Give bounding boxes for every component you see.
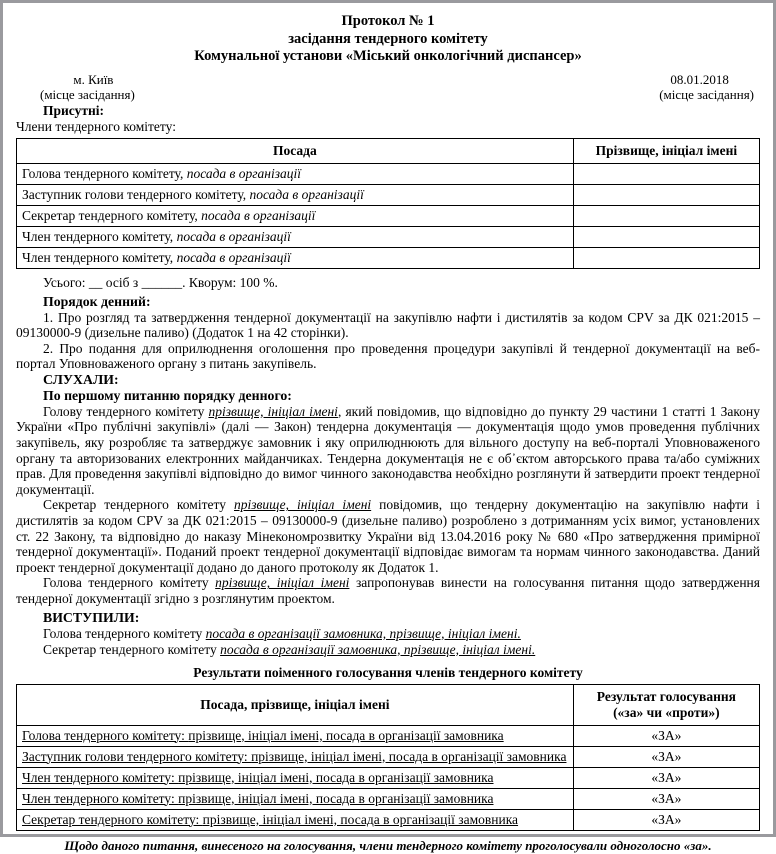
voting-role: Секретар тендерного комітету: xyxy=(22,811,203,827)
voting-col-result-line1: Результат голосування xyxy=(596,688,736,704)
attendance-cell-name[interactable] xyxy=(573,184,759,205)
attendance-placeholder: посада в організації xyxy=(186,165,302,181)
meta-date-block xyxy=(659,72,760,103)
voting-placeholder: прізвище, ініціал імені, посада в організації замовника xyxy=(202,811,519,827)
meta-date: 08.01.2018 xyxy=(670,71,729,87)
agenda-item-2: 2. Про подання для оприлюднення оголошення про проведення процедури закупівлі й тендерної документації на веб-портал Уповноваженого органу з питань закупівель. xyxy=(16,340,760,372)
agenda-heading: Порядок денний: xyxy=(43,293,151,309)
table-row xyxy=(17,809,760,830)
meta-date-caption: (місце засідання) xyxy=(659,87,754,102)
heard-paragraph-3 xyxy=(16,575,760,606)
voting-role: Член тендерного комітету: xyxy=(22,769,179,785)
voting-cell-name xyxy=(17,725,574,746)
table-row xyxy=(17,163,760,184)
attendance-placeholder: посада в організації xyxy=(201,207,316,223)
attendance-cell-position xyxy=(17,184,574,205)
meta-place-caption: (місце засідання) xyxy=(40,87,135,102)
attendance-cell-name[interactable] xyxy=(573,163,759,184)
heard-p1-suffix: , який повідомив, що відповідно до пункту 29 частини 1 статті 1 Закону України «Про публічні закупівлі» (далі — Закон) тендерна документація — документація щодо умов проведення публічних закупівель, яку розробляє та затверджує замовник і яку оприлюднюють для вільного доступу на веб-порталі Уповноваженого органу та авторизованих електронних майданчиках. Тендерна документація не є об᾽єктом авторського права та/або суміжних прав. Для проведення закупівлі відповідно до вимог чинного законодавства необхідно розглянути й затвердити проект тендерної документації. xyxy=(16,403,760,497)
table-row xyxy=(17,746,760,767)
heard-p3-placeholder: прізвище, ініціал імені xyxy=(215,575,350,591)
voting-table-header-row xyxy=(17,684,760,725)
attendance-cell-name[interactable] xyxy=(573,226,759,247)
voting-placeholder: прізвище, ініціал імені, посада в організації замовника xyxy=(178,790,494,806)
spoke-placeholder-1: посада в організації замовника, прізвище, ініціал імені. xyxy=(205,625,521,641)
voting-placeholder: прізвище, ініціал імені, посада в організації замовника xyxy=(188,727,504,743)
heard-p3-prefix: Голова тендерного комітету xyxy=(43,575,216,591)
heard-heading: СЛУХАЛИ: xyxy=(43,371,119,387)
voting-caption: Результати поіменного голосування членів тендерного комітету xyxy=(193,664,583,680)
table-row xyxy=(17,205,760,226)
voting-cell-name xyxy=(17,767,574,788)
voting-role: Голова тендерного комітету: xyxy=(22,727,189,743)
voting-cell-result: «ЗА» xyxy=(573,767,759,788)
attendance-table xyxy=(16,138,760,269)
title-line-1: Протокол № 1 xyxy=(341,13,435,29)
table-row xyxy=(17,788,760,809)
heard-p1-prefix: Голову тендерного комітету xyxy=(43,403,209,419)
title-line-2: засідання тендерного комітету xyxy=(288,30,488,47)
voting-role: Заступник голови тендерного комітету: xyxy=(22,748,252,764)
heard-p1-placeholder: прізвище, ініціал імені xyxy=(208,403,338,419)
attendance-cell-name[interactable] xyxy=(573,205,759,226)
attendance-cell-position xyxy=(17,163,574,184)
voting-cell-result: «ЗА» xyxy=(573,746,759,767)
agenda-item-1: 1. Про розгляд та затвердження тендерної документації на закупівлю нафти і дистилятів за кодом CPV за ДК 021:2015 – 09130000-9 (дизельне паливо) (Додаток 1 на 42 сторінки). xyxy=(16,309,760,341)
attendance-cell-name[interactable] xyxy=(573,247,759,268)
attendance-role: Заступник голови тендерного комітету, xyxy=(22,186,247,202)
heard-p2-suffix: повідомив, що тендерну документацію на закупівлю нафти і дистилятів за кодом CPV за ДК 021:2015 – 09130000-9 (дизельне паливо) розроблено з дотриманням усіх вимог, установлених ст. 22 Закону, та відповідно до наказу Мінекономрозвитку України від 13.04.2016 року № 680 «Про затвердження примірної тендерної документації». Поданий проект тендерної документації відповідає вимогам та нормам чинного законодавства. Даний проект тендерної документації додано до даного протоколу як Додаток 1. xyxy=(16,497,760,575)
voting-cell-name xyxy=(17,746,574,767)
table-row xyxy=(17,184,760,205)
attendance-placeholder: посада в організації xyxy=(176,249,291,265)
spoke-placeholder-2: посада в організації замовника, прізвище, ініціал імені. xyxy=(220,641,536,657)
heard-paragraph-1 xyxy=(16,404,760,498)
spoke-role-1: Голова тендерного комітету xyxy=(43,625,206,641)
attendance-placeholder: посада в організації xyxy=(249,186,364,202)
attendance-total: Усього: __ осіб з ______. Кворум: 100 %. xyxy=(43,274,278,290)
attendance-cell-position xyxy=(17,205,574,226)
document-meta-row xyxy=(16,72,760,103)
heard-subheading: По першому питанню порядку денного: xyxy=(43,387,292,403)
attendance-role: Голова тендерного комітету, xyxy=(22,165,184,181)
attendance-cell-position xyxy=(17,247,574,268)
attendance-subheading: Члени тендерного комітету: xyxy=(16,118,176,134)
spoke-heading: ВИСТУПИЛИ: xyxy=(43,609,140,625)
voting-col-result xyxy=(573,684,759,725)
voting-cell-result: «ЗА» xyxy=(573,788,759,809)
voting-cell-result: «ЗА» xyxy=(573,725,759,746)
heard-paragraph-2 xyxy=(16,497,760,575)
table-row xyxy=(17,725,760,746)
attendance-role: Секретар тендерного комітету, xyxy=(22,207,198,223)
voting-placeholder: прізвище, ініціал імені, посада в організації замовника xyxy=(251,748,567,764)
spoke-line-2 xyxy=(16,642,760,658)
attendance-col-name: Прізвище, ініціал імені xyxy=(573,138,759,163)
voting-footer-note: Щодо даного питання, винесеного на голосування, члени тендерного комітету проголосували одноголосно «за». xyxy=(64,837,712,853)
voting-col-name: Посада, прізвище, ініціал імені xyxy=(17,684,574,725)
voting-cell-result: «ЗА» xyxy=(573,809,759,830)
attendance-role: Член тендерного комітету, xyxy=(22,249,174,265)
attendance-cell-position xyxy=(17,226,574,247)
spoke-line-1 xyxy=(16,626,760,642)
attendance-placeholder: посада в організації xyxy=(176,228,291,244)
heard-p3-suffix: запропонував винести на голосування питання щодо затвердження тендерної документації згідно з розглянутим проектом. xyxy=(16,575,760,606)
title-line-3: Комунальної установи «Міський онкологічний диспансер» xyxy=(194,48,582,64)
voting-table xyxy=(16,684,760,831)
heard-p2-prefix: Секретар тендерного комітету xyxy=(43,497,234,513)
voting-cell-name xyxy=(17,788,574,809)
table-row xyxy=(17,767,760,788)
document-title xyxy=(16,13,760,66)
table-row xyxy=(17,226,760,247)
attendance-table-header-row xyxy=(17,138,760,163)
voting-col-result-line2: («за» чи «проти») xyxy=(613,704,720,720)
voting-role: Член тендерного комітету: xyxy=(22,790,179,806)
meta-place: м. Київ xyxy=(73,71,114,87)
meta-place-block xyxy=(16,72,135,103)
attendance-col-position: Посада xyxy=(17,138,574,163)
attendance-heading: Присутні: xyxy=(43,102,105,118)
heard-p2-placeholder: прізвище, ініціал імені xyxy=(233,497,372,513)
spoke-role-2: Секретар тендерного комітету xyxy=(43,641,221,657)
voting-cell-name xyxy=(17,809,574,830)
table-row xyxy=(17,247,760,268)
voting-placeholder: прізвище, ініціал імені, посада в організації замовника xyxy=(178,769,494,785)
attendance-role: Член тендерного комітету, xyxy=(22,228,174,244)
